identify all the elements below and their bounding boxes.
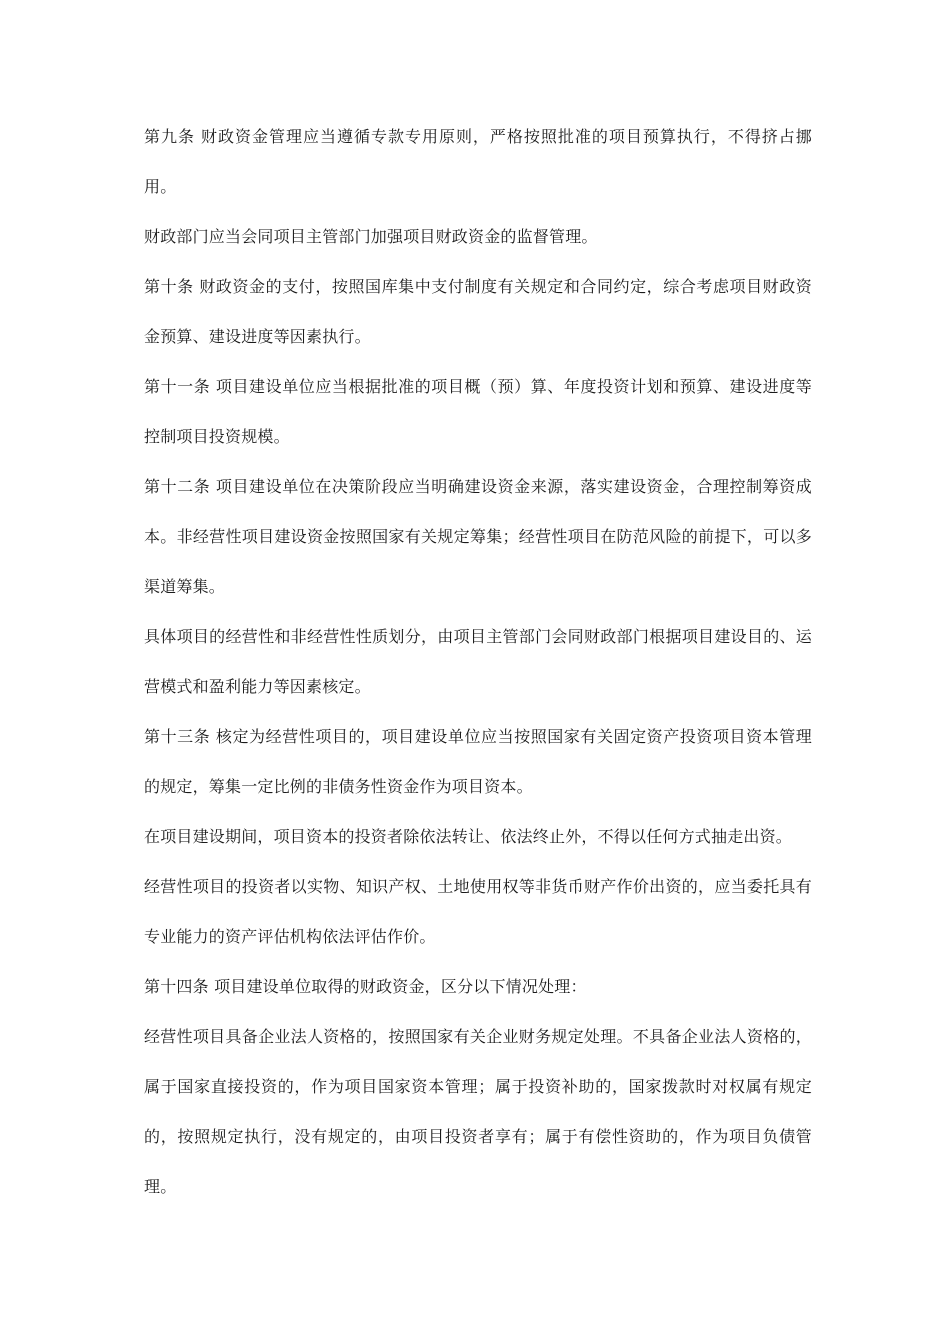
article-14-handling-paragraph: 经营性项目具备企业法人资格的，按照国家有关企业财务规定处理。不具备企业法人资格的，属于国家直接投资的，作为项目国家资本管理；属于投资补助的，国家拨款时对权属有规定的，按照规定执行，没有规定的，由项目投资者享有；属于有偿性资助的，作为项目负债管理。 [144,1027,812,1196]
article-10-paragraph: 第十条 财政资金的支付，按照国库集中支付制度有关规定和合同约定，综合考虑项目财政资金预算、建设进度等因素执行。 [144,277,812,346]
article-9-paragraph: 第九条 财政资金管理应当遵循专款专用原则，严格按照批准的项目预算执行，不得挤占挪用。 [144,127,812,196]
article-12-classification-paragraph: 具体项目的经营性和非经营性性质划分，由项目主管部门会同财政部门根据项目建设目的、运营模式和盈利能力等因素核定。 [144,627,812,696]
article-13-paragraph: 第十三条 核定为经营性项目的，项目建设单位应当按照国家有关固定资产投资项目资本管理的规定，筹集一定比例的非债务性资金作为项目资本。 [144,727,812,796]
article-14-paragraph: 第十四条 项目建设单位取得的财政资金，区分以下情况处理： [144,977,587,996]
article-12-paragraph: 第十二条 项目建设单位在决策阶段应当明确建设资金来源，落实建设资金，合理控制筹资成本。非经营性项目建设资金按照国家有关规定筹集；经营性项目在防范风险的前提下，可以多渠道筹集。 [144,477,812,596]
article-11-paragraph: 第十一条 项目建设单位应当根据批准的项目概（预）算、年度投资计划和预算、建设进度等控制项目投资规模。 [144,377,812,446]
article-9-supervision-paragraph: 财政部门应当会同项目主管部门加强项目财政资金的监督管理。 [144,227,598,246]
article-13-valuation-paragraph: 经营性项目的投资者以实物、知识产权、土地使用权等非货币财产作价出资的，应当委托具有专业能力的资产评估机构依法评估作价。 [144,877,812,946]
article-13-capital-paragraph: 在项目建设期间，项目资本的投资者除依法转让、依法终止外，不得以任何方式抽走出资。 [144,827,793,846]
document-body [144,112,812,1212]
